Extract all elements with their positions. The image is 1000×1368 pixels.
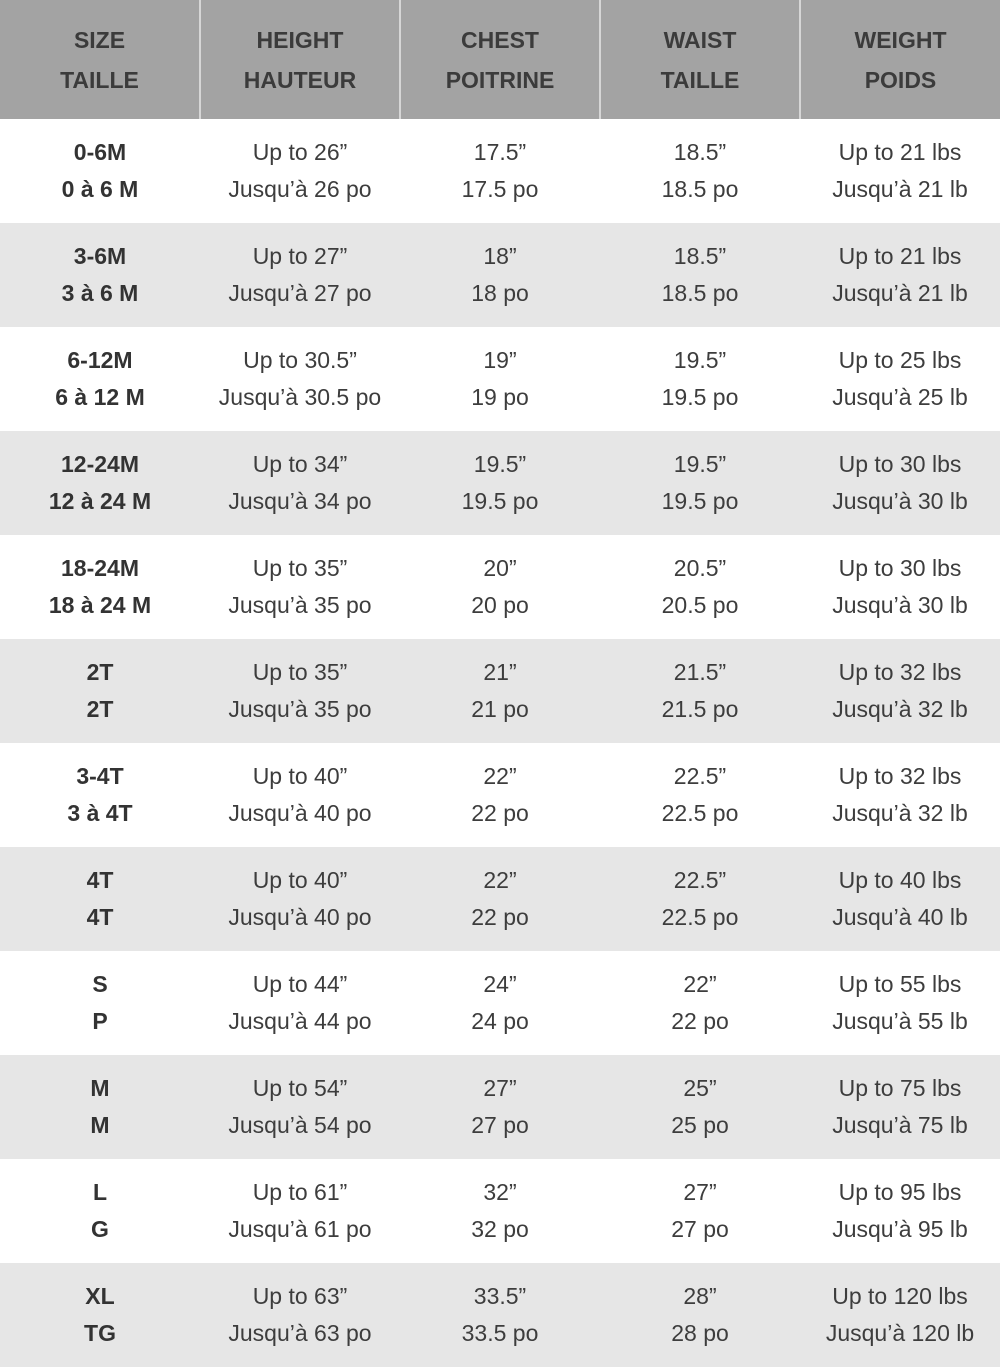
chest-value-en: 20” [483, 555, 517, 581]
waist-value-en: 19.5” [673, 451, 727, 477]
table-row [0, 431, 1000, 535]
header-chest [400, 0, 600, 119]
height-value-fr: Jusqu’à 30.5 po [218, 384, 382, 410]
chest-value-fr: 17.5 po [461, 176, 539, 202]
chest-value-fr: 33.5 po [461, 1320, 539, 1346]
chest-value-en: 21” [483, 659, 517, 685]
header-weight-fr: POIDS [864, 66, 937, 93]
height-cell [200, 639, 400, 743]
size-value-en: 4T [86, 867, 114, 893]
size-value-fr: 0 à 6 M [61, 176, 139, 202]
header-height-en: HEIGHT [256, 26, 344, 53]
waist-cell [600, 1055, 800, 1159]
weight-cell [800, 1159, 1000, 1263]
chest-value-fr: 21 po [471, 696, 529, 722]
weight-cell [800, 1263, 1000, 1367]
waist-value-en: 18.5” [673, 139, 727, 165]
waist-value-fr: 19.5 po [661, 488, 739, 514]
height-value-en: Up to 34” [252, 451, 348, 477]
size-value-en: S [92, 971, 108, 997]
waist-value-fr: 18.5 po [661, 280, 739, 306]
weight-value-en: Up to 55 lbs [838, 971, 962, 997]
header-weight-en: WEIGHT [854, 26, 947, 53]
chest-value-en: 22” [483, 867, 517, 893]
size-cell [0, 1159, 200, 1263]
height-value-fr: Jusqu’à 44 po [228, 1008, 372, 1034]
waist-cell [600, 639, 800, 743]
header-size [0, 0, 200, 119]
height-value-en: Up to 26” [252, 139, 348, 165]
table-row [0, 743, 1000, 847]
header-row [0, 0, 1000, 119]
waist-value-fr: 25 po [671, 1112, 729, 1138]
height-value-fr: Jusqu’à 35 po [228, 592, 372, 618]
table-row [0, 119, 1000, 223]
waist-value-fr: 27 po [671, 1216, 729, 1242]
size-cell [0, 951, 200, 1055]
size-cell [0, 639, 200, 743]
weight-value-en: Up to 95 lbs [838, 1179, 962, 1205]
chest-cell [400, 847, 600, 951]
weight-value-fr: Jusqu’à 21 lb [832, 280, 968, 306]
weight-value-en: Up to 30 lbs [838, 451, 962, 477]
weight-value-en: Up to 120 lbs [832, 1283, 968, 1309]
waist-cell [600, 223, 800, 327]
weight-value-en: Up to 40 lbs [838, 867, 962, 893]
chest-cell [400, 535, 600, 639]
header-height-fr: HAUTEUR [243, 66, 357, 93]
size-value-fr: 2T [86, 696, 114, 722]
size-chart-header [0, 0, 1000, 119]
waist-value-en: 25” [683, 1075, 717, 1101]
header-size-fr: TAILLE [60, 66, 139, 93]
waist-cell [600, 119, 800, 223]
weight-value-fr: Jusqu’à 95 lb [832, 1216, 968, 1242]
chest-value-en: 19.5” [473, 451, 527, 477]
size-value-en: 3-4T [76, 763, 124, 789]
table-row [0, 951, 1000, 1055]
height-value-en: Up to 44” [252, 971, 348, 997]
height-value-fr: Jusqu’à 34 po [228, 488, 372, 514]
height-value-en: Up to 30.5” [243, 347, 357, 373]
waist-cell [600, 951, 800, 1055]
waist-value-en: 21.5” [673, 659, 727, 685]
chest-cell [400, 951, 600, 1055]
chest-cell [400, 1263, 600, 1367]
height-value-fr: Jusqu’à 63 po [228, 1320, 372, 1346]
weight-cell [800, 223, 1000, 327]
chest-cell [400, 327, 600, 431]
waist-value-en: 22” [683, 971, 717, 997]
size-cell [0, 119, 200, 223]
weight-cell [800, 535, 1000, 639]
size-value-fr: 3 à 4T [67, 800, 133, 826]
waist-cell [600, 535, 800, 639]
weight-cell [800, 951, 1000, 1055]
weight-value-en: Up to 30 lbs [838, 555, 962, 581]
height-value-fr: Jusqu’à 40 po [228, 800, 372, 826]
waist-value-en: 19.5” [673, 347, 727, 373]
chest-value-fr: 24 po [471, 1008, 529, 1034]
size-cell [0, 1055, 200, 1159]
weight-value-fr: Jusqu’à 75 lb [832, 1112, 968, 1138]
waist-value-fr: 19.5 po [661, 384, 739, 410]
height-cell [200, 1055, 400, 1159]
waist-value-fr: 22.5 po [661, 800, 739, 826]
waist-cell [600, 743, 800, 847]
weight-value-fr: Jusqu’à 30 lb [832, 592, 968, 618]
waist-cell [600, 1159, 800, 1263]
header-size-en: SIZE [73, 26, 126, 53]
header-chest-fr: POITRINE [445, 66, 555, 93]
height-value-fr: Jusqu’à 54 po [228, 1112, 372, 1138]
waist-value-en: 20.5” [673, 555, 727, 581]
chest-value-en: 19” [483, 347, 517, 373]
height-value-fr: Jusqu’à 61 po [228, 1216, 372, 1242]
size-value-en: XL [85, 1283, 115, 1309]
weight-value-en: Up to 32 lbs [838, 659, 962, 685]
size-value-en: 12-24M [61, 451, 139, 477]
chest-value-fr: 32 po [471, 1216, 529, 1242]
table-row [0, 1055, 1000, 1159]
weight-cell [800, 327, 1000, 431]
waist-cell [600, 1263, 800, 1367]
waist-value-en: 18.5” [673, 243, 727, 269]
size-value-fr: 4T [86, 904, 114, 930]
size-cell [0, 1263, 200, 1367]
waist-value-fr: 20.5 po [661, 592, 739, 618]
size-cell [0, 743, 200, 847]
chest-value-en: 18” [483, 243, 517, 269]
chest-value-en: 17.5” [473, 139, 527, 165]
waist-cell [600, 847, 800, 951]
weight-value-en: Up to 75 lbs [838, 1075, 962, 1101]
weight-value-en: Up to 21 lbs [838, 243, 962, 269]
height-value-fr: Jusqu’à 26 po [228, 176, 372, 202]
size-value-en: L [92, 1179, 108, 1205]
table-row [0, 223, 1000, 327]
size-cell [0, 327, 200, 431]
height-cell [200, 327, 400, 431]
chest-value-fr: 22 po [471, 800, 529, 826]
size-value-fr: P [92, 1008, 108, 1034]
height-value-en: Up to 40” [252, 867, 348, 893]
weight-cell [800, 1055, 1000, 1159]
size-value-fr: 12 à 24 M [48, 488, 152, 514]
header-waist-fr: TAILLE [660, 66, 740, 93]
header-weight [800, 0, 1000, 119]
weight-value-fr: Jusqu’à 55 lb [832, 1008, 968, 1034]
height-value-en: Up to 54” [252, 1075, 348, 1101]
size-value-en: 0-6M [73, 139, 127, 165]
table-row [0, 327, 1000, 431]
size-value-fr: TG [84, 1320, 116, 1346]
weight-cell [800, 743, 1000, 847]
waist-value-en: 22.5” [673, 867, 727, 893]
table-row [0, 639, 1000, 743]
size-value-fr: 6 à 12 M [55, 384, 145, 410]
chest-cell [400, 223, 600, 327]
size-cell [0, 223, 200, 327]
chest-value-en: 24” [483, 971, 517, 997]
height-cell [200, 951, 400, 1055]
waist-value-fr: 21.5 po [661, 696, 739, 722]
chest-value-fr: 22 po [471, 904, 529, 930]
size-cell [0, 431, 200, 535]
weight-value-fr: Jusqu’à 30 lb [832, 488, 968, 514]
table-row [0, 535, 1000, 639]
height-cell [200, 1159, 400, 1263]
size-value-fr: 3 à 6 M [61, 280, 139, 306]
size-value-en: 18-24M [61, 555, 139, 581]
height-value-en: Up to 35” [252, 555, 348, 581]
weight-cell [800, 119, 1000, 223]
size-value-fr: M [90, 1112, 110, 1138]
header-chest-en: CHEST [461, 26, 539, 53]
height-cell [200, 535, 400, 639]
height-cell [200, 431, 400, 535]
chest-cell [400, 1159, 600, 1263]
waist-value-en: 27” [683, 1179, 717, 1205]
chest-cell [400, 639, 600, 743]
waist-value-fr: 28 po [671, 1320, 729, 1346]
table-row [0, 847, 1000, 951]
weight-cell [800, 431, 1000, 535]
chest-cell [400, 1055, 600, 1159]
chest-value-fr: 20 po [471, 592, 529, 618]
header-waist [600, 0, 800, 119]
size-value-en: 2T [86, 659, 114, 685]
weight-value-en: Up to 21 lbs [838, 139, 962, 165]
weight-value-en: Up to 32 lbs [838, 763, 962, 789]
weight-value-fr: Jusqu’à 25 lb [832, 384, 968, 410]
size-cell [0, 535, 200, 639]
chest-value-fr: 27 po [471, 1112, 529, 1138]
size-value-en: 3-6M [73, 243, 127, 269]
waist-cell [600, 431, 800, 535]
weight-value-fr: Jusqu’à 120 lb [825, 1320, 975, 1346]
chest-value-en: 22” [483, 763, 517, 789]
height-value-en: Up to 40” [252, 763, 348, 789]
weight-cell [800, 847, 1000, 951]
size-value-fr: G [91, 1216, 109, 1242]
chest-value-fr: 19.5 po [461, 488, 539, 514]
waist-cell [600, 327, 800, 431]
height-value-en: Up to 61” [252, 1179, 348, 1205]
height-value-en: Up to 35” [252, 659, 348, 685]
weight-value-fr: Jusqu’à 21 lb [832, 176, 968, 202]
waist-value-en: 28” [683, 1283, 717, 1309]
chest-cell [400, 743, 600, 847]
waist-value-fr: 22.5 po [661, 904, 739, 930]
waist-value-en: 22.5” [673, 763, 727, 789]
size-value-en: M [90, 1075, 110, 1101]
weight-value-fr: Jusqu’à 32 lb [832, 800, 968, 826]
size-chart-body [0, 119, 1000, 1367]
chest-value-fr: 19 po [471, 384, 529, 410]
size-cell [0, 847, 200, 951]
table-row [0, 1159, 1000, 1263]
chest-value-fr: 18 po [471, 280, 529, 306]
weight-value-fr: Jusqu’à 40 lb [832, 904, 968, 930]
height-cell [200, 119, 400, 223]
waist-value-fr: 18.5 po [661, 176, 739, 202]
size-value-fr: 18 à 24 M [48, 592, 152, 618]
height-value-fr: Jusqu’à 27 po [228, 280, 372, 306]
weight-cell [800, 639, 1000, 743]
height-value-fr: Jusqu’à 35 po [228, 696, 372, 722]
height-value-en: Up to 63” [252, 1283, 348, 1309]
chest-value-en: 27” [483, 1075, 517, 1101]
height-cell [200, 847, 400, 951]
height-cell [200, 1263, 400, 1367]
waist-value-fr: 22 po [671, 1008, 729, 1034]
height-cell [200, 223, 400, 327]
chest-value-en: 33.5” [473, 1283, 527, 1309]
table-row [0, 1263, 1000, 1367]
header-waist-en: WAIST [663, 26, 737, 53]
weight-value-fr: Jusqu’à 32 lb [832, 696, 968, 722]
chest-cell [400, 431, 600, 535]
chest-cell [400, 119, 600, 223]
height-value-en: Up to 27” [252, 243, 348, 269]
height-cell [200, 743, 400, 847]
size-value-en: 6-12M [67, 347, 133, 373]
height-value-fr: Jusqu’à 40 po [228, 904, 372, 930]
weight-value-en: Up to 25 lbs [838, 347, 962, 373]
header-height [200, 0, 400, 119]
chest-value-en: 32” [483, 1179, 517, 1205]
